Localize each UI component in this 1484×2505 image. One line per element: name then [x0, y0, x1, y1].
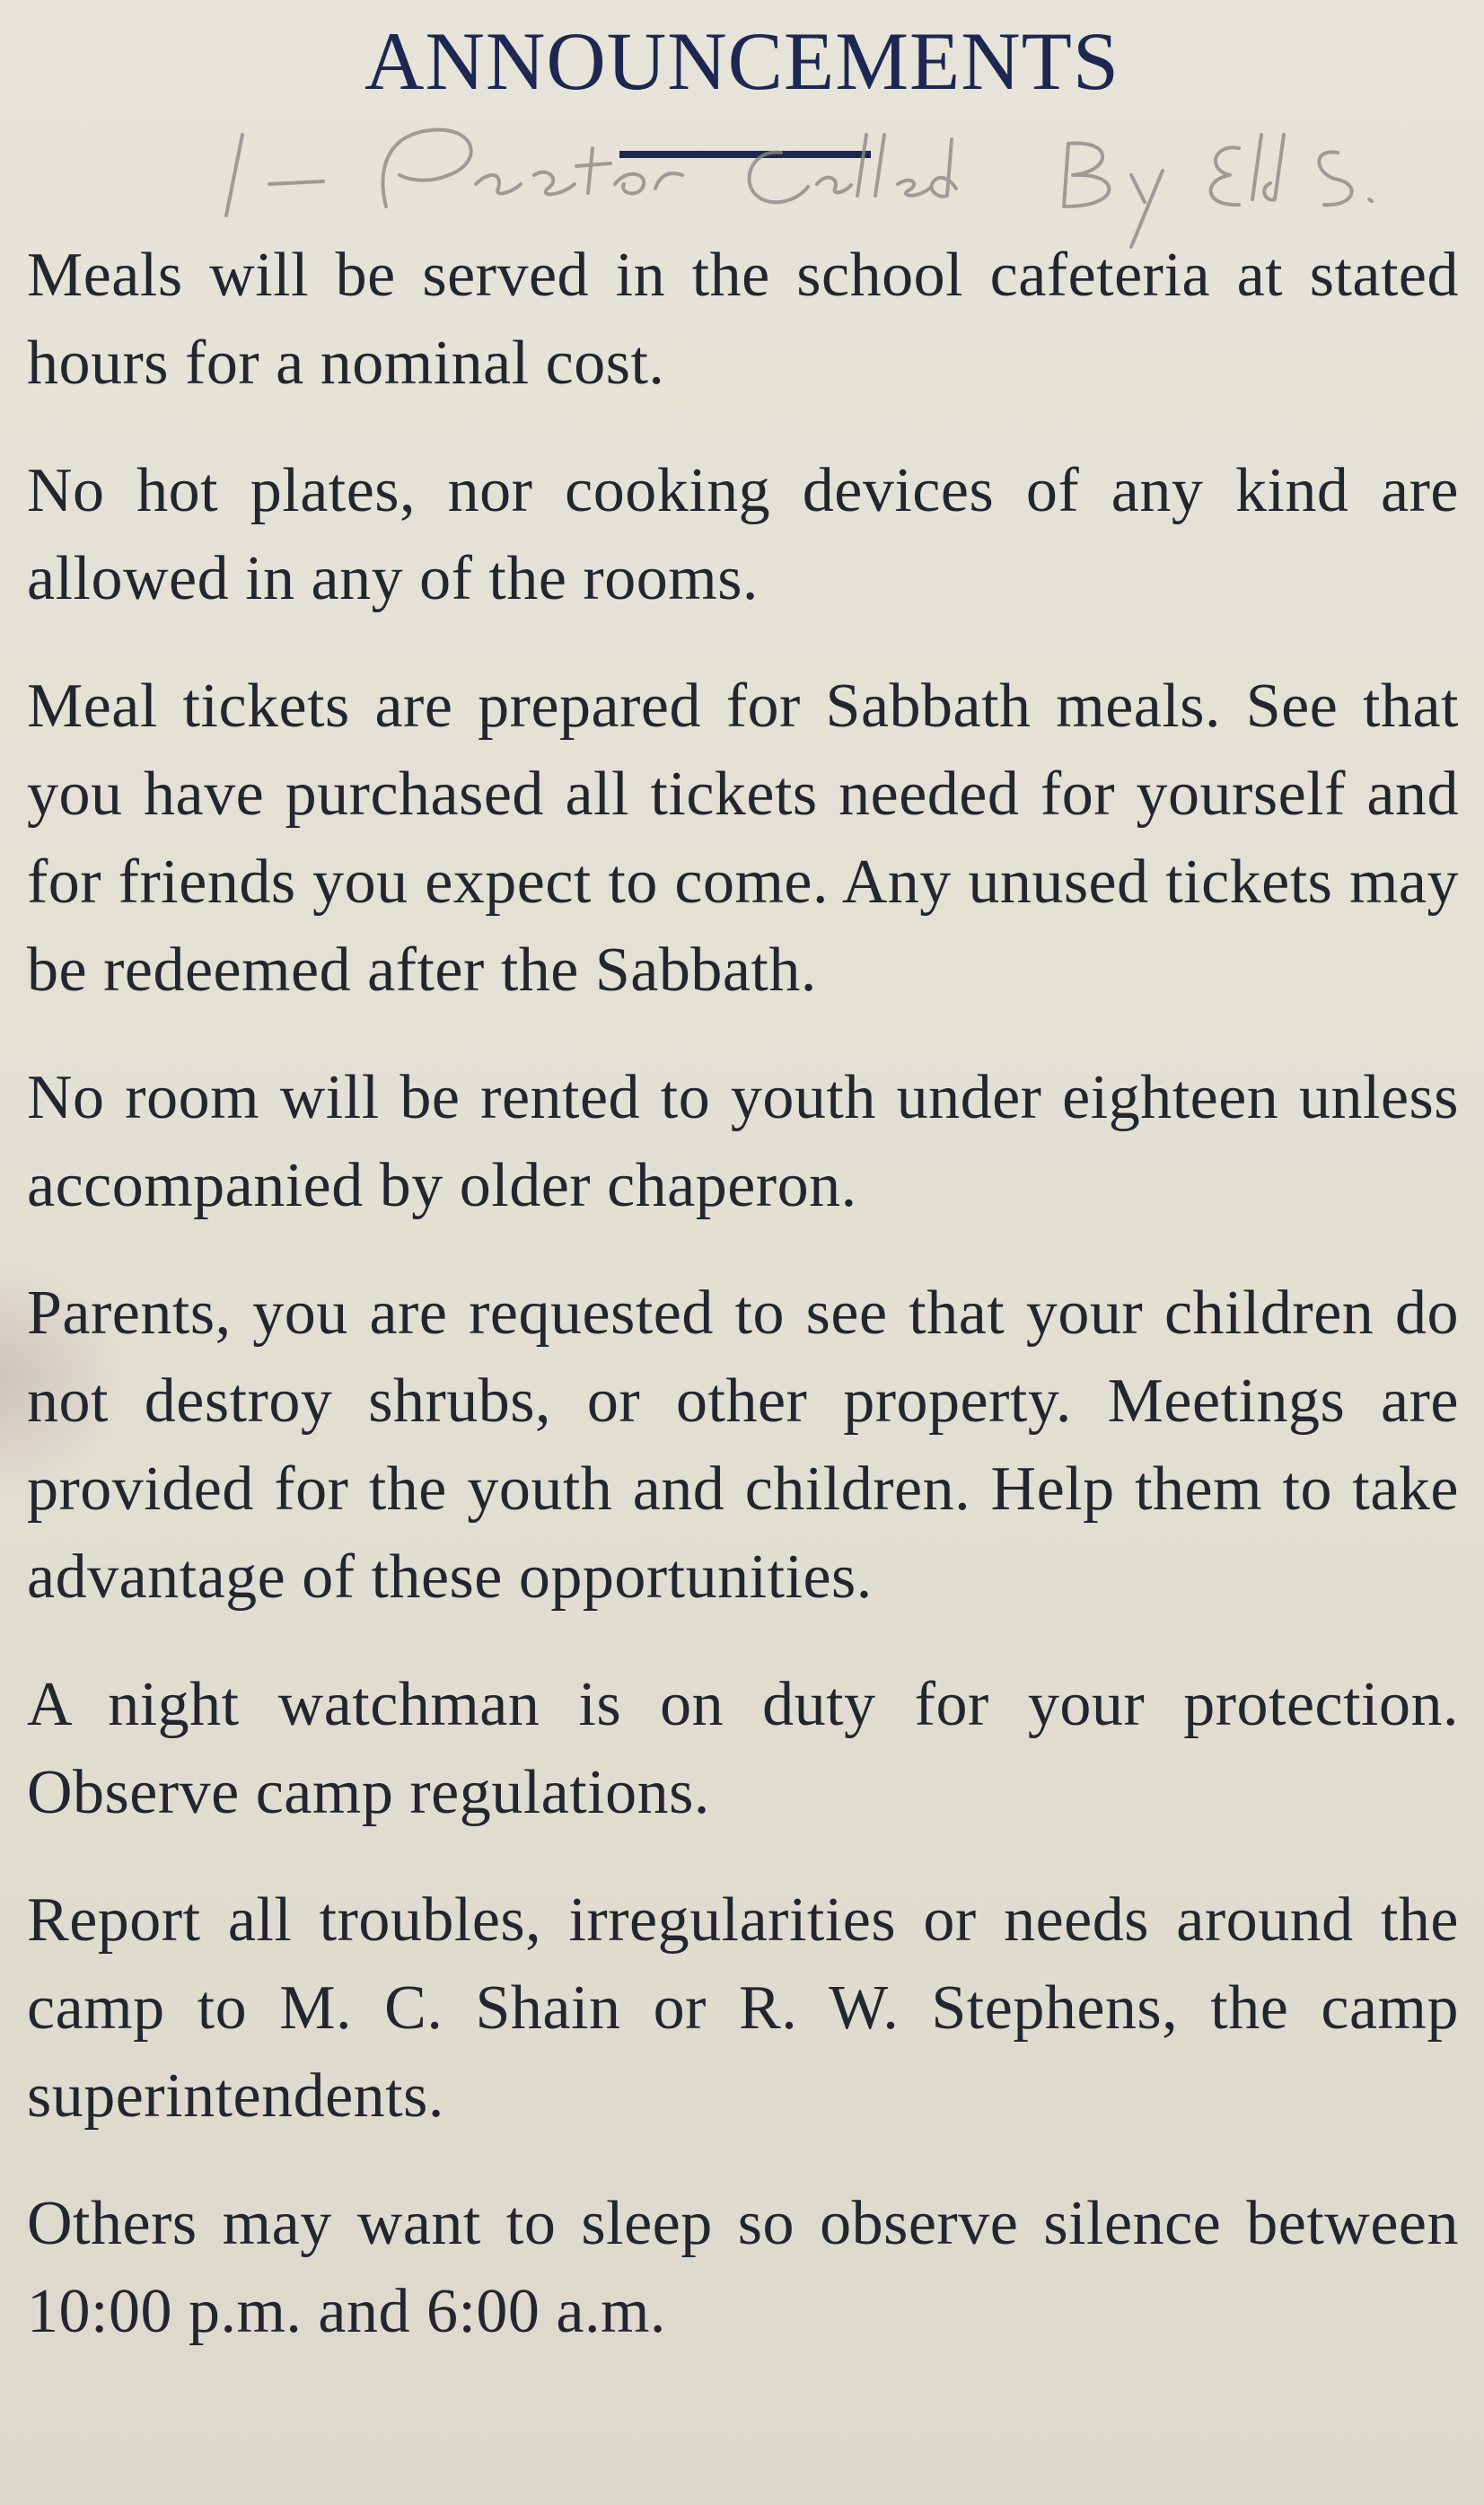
- notice-parents: Parents, you are requested to see that your children do not destroy shrubs, or other property. Meetings are provided for the youth and children. Help them to take advantage of these opportunities.: [27, 1279, 1459, 1612]
- announcement-list: [27, 232, 1459, 2395]
- notice-cooking-devices: No hot plates, nor cooking devices of any kind are allowed in any of the rooms.: [27, 456, 1459, 613]
- notice-meal-tickets: Meal tickets are prepared for Sabbath meals. See that you have purchased all tickets needed for yourself and for friends you expect to come. Any unused tickets may be redeemed after the Sabbath.: [27, 672, 1459, 1005]
- notice-night-watchman: A night watchman is on duty for your protection. Observe camp regulations.: [27, 1670, 1459, 1827]
- notice-meals: Meals will be served in the school cafeteria at stated hours for a nominal cost.: [27, 241, 1459, 398]
- page-title: ANNOUNCEMENTS: [364, 15, 1120, 107]
- notice-report-troubles: Report all troubles, irregularities or needs around the camp to M. C. Shain or R. W. Stephens, the camp superintendents.: [27, 1885, 1459, 2131]
- title-underline: [619, 151, 871, 158]
- notice-room-rental: No room will be rented to youth under eighteen unless accompanied by older chaperon.: [27, 1063, 1459, 1220]
- notice-quiet-hours: Others may want to sleep so observe silence between 10:00 p.m. and 6:00 a.m.: [27, 2189, 1459, 2346]
